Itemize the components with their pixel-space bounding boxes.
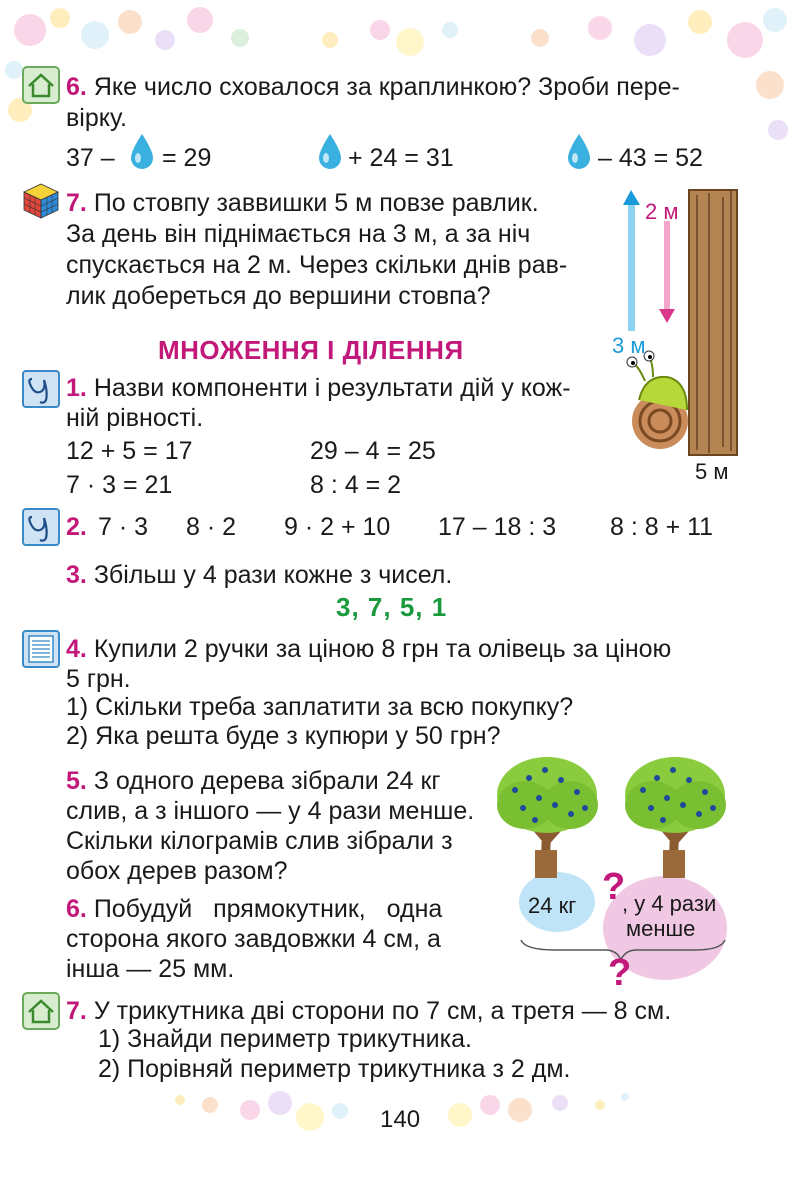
task-text: сторона якого завдовжки 4 см, а <box>66 925 441 953</box>
task-text: обох дерев разом? <box>66 857 288 885</box>
notebook-icon <box>22 630 60 668</box>
task-text: ній рівності. <box>66 404 204 432</box>
task-text: слив, а з іншого — у 4 рази менше. <box>66 797 475 825</box>
task-number: 7. <box>66 997 87 1025</box>
task-text: Побудуй прямокутник, одна <box>93 895 443 923</box>
task-text: Назви компоненти і результати дій у кож- <box>93 374 571 402</box>
question: 2) Яка решта буде з купюри у 50 грн? <box>66 722 501 750</box>
label-less: менше <box>626 916 696 941</box>
expression: 9 · 2 + 10 <box>284 513 391 541</box>
equation: 7 · 3 = 21 <box>66 471 173 499</box>
oral-task-icon <box>22 508 60 546</box>
expression: 8 · 2 <box>186 513 237 541</box>
equation-1-left: 37 – <box>66 144 115 172</box>
question-mark: ? <box>602 866 626 908</box>
task-text: інша — 25 мм. <box>66 955 235 983</box>
task-text: спускається на 2 м. Через скільки днів рав- <box>66 251 568 279</box>
question: 1) Знайди периметр трикутника. <box>98 1025 472 1053</box>
number-list: 3, 7, 5, 1 <box>336 592 448 622</box>
question: 2) Порівняй периметр трикутника з 2 дм. <box>98 1055 571 1083</box>
label-3m: 3 м <box>612 333 646 358</box>
task-text: Яке число сховалося за краплинкою? Зроби пере- <box>93 73 680 101</box>
task-text: вірку. <box>66 104 127 132</box>
task-number: 4. <box>66 635 87 663</box>
task-text: 5 грн. <box>66 665 131 693</box>
task-number: 7. <box>66 189 87 217</box>
expression: 7 · 3 <box>98 513 149 541</box>
puzzle-cube-icon <box>22 182 60 220</box>
task-number: 3. <box>66 561 87 589</box>
total-question-mark: ? <box>608 952 632 994</box>
task-number: 2. <box>66 513 87 541</box>
label-24kg: 24 кг <box>528 893 577 918</box>
water-drop-icon <box>128 132 156 170</box>
label-5m: 5 м <box>695 459 729 484</box>
house-icon <box>22 992 60 1030</box>
equation-3: – 43 = 52 <box>598 144 703 172</box>
expression: 8 : 8 + 11 <box>610 513 714 541</box>
task-text: У трикутника дві сторони по 7 см, а третя — 8 см. <box>93 997 672 1025</box>
water-drop-icon <box>316 132 344 170</box>
label-4-times-less: , у 4 рази <box>622 891 717 916</box>
task-text: З одного дерева зібрали 24 кг <box>93 767 441 795</box>
equation: 12 + 5 = 17 <box>66 437 193 465</box>
equation: 8 : 4 = 2 <box>310 471 402 499</box>
question: 1) Скільки треба заплатити за всю покупку? <box>66 693 574 721</box>
task-text: За день він піднімається на 3 м, а за ніч <box>66 220 531 248</box>
page-number: 140 <box>380 1106 421 1133</box>
task-text: Збільш у 4 рази кожне з чисел. <box>93 561 453 589</box>
task-text: По стовпу заввишки 5 м повзе равлик. <box>93 189 539 217</box>
equation: 29 – 4 = 25 <box>310 437 436 465</box>
task-text: Скільки кілограмів слив зібрали з <box>66 827 453 855</box>
house-icon <box>22 66 60 104</box>
section-heading: МНОЖЕННЯ І ДІЛЕННЯ <box>158 335 464 365</box>
oral-task-icon <box>22 370 60 408</box>
label-2m: 2 м <box>645 199 679 224</box>
expression: 17 – 18 : 3 <box>438 513 557 541</box>
task-text: Купили 2 ручки за ціною 8 грн та олівець за ціною <box>93 635 672 663</box>
task-number: 6. <box>66 73 87 101</box>
task-number: 5. <box>66 767 87 795</box>
water-drop-icon <box>565 132 593 170</box>
equation-1-right: = 29 <box>162 144 212 172</box>
equation-2: + 24 = 31 <box>348 144 454 172</box>
task-text: лик добереться до вершини стовпа? <box>66 282 491 310</box>
task-number: 6. <box>66 895 87 923</box>
task-number: 1. <box>66 374 87 402</box>
